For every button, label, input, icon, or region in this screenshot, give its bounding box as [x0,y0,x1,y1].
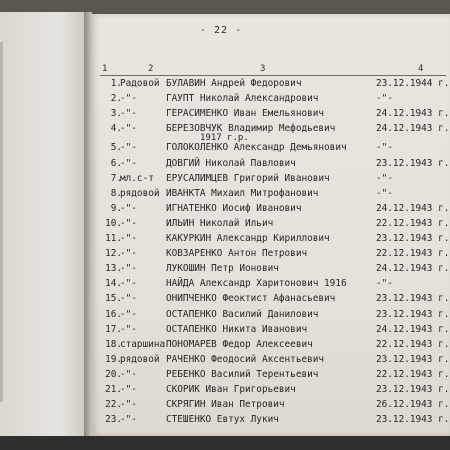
row-name: ЕРУСАЛИМЦЕВ Григорий Иванович [166,172,330,184]
row-rank: -"- [120,384,137,395]
row-rank: -"- [120,248,137,260]
table-row [100,218,448,233]
row-rank: -"- [120,157,137,169]
header-divider [100,75,446,76]
row-date: 24.12.1943 г. [376,323,450,335]
row-rank: -"- [120,323,137,335]
row-date: 23.12.1943 г. [376,353,450,365]
row-rank: -"- [120,217,137,229]
row-number: 20. [105,368,122,380]
row-rank: -"- [120,308,137,320]
row-number: 1. [110,78,122,89]
row-date: -"- [376,93,393,105]
row-number: 15. [105,293,122,305]
table-row [100,142,448,157]
row-number: 10. [105,217,122,229]
row-rank: -"- [120,93,137,105]
row-name: ИГНАТЕНКО Иосиф Иванович [166,202,302,214]
row-number: 16. [105,308,122,320]
table-row [100,123,450,144]
row-rank: -"- [120,278,137,290]
row-rank: -"- [120,202,137,214]
row-date: -"- [376,278,393,290]
table-row [100,384,448,399]
table-row [100,233,448,248]
row-name: РАЧЕНКО Феодосий Аксентьевич [166,353,325,365]
row-date: 23.12.1943 г. [376,308,450,320]
row-rank: рядовой [120,353,160,365]
row-date: 22.12.1943 г. [376,338,450,350]
row-name: РЕБЕНКО Василий Терентьевич [166,368,319,380]
row-name: СКОРИК Иван Григорьевич [166,384,296,395]
row-number: 3. [110,108,122,120]
table-row [100,339,448,354]
page-number: - 22 - [200,25,243,36]
row-rank: -"- [120,399,137,411]
row-rank: рядовой [120,187,160,199]
row-name: ГАУПТ Николай Александрович [166,93,319,105]
row-number: 21. [105,384,122,395]
row-rank: -"- [120,233,137,244]
table-row [100,203,448,218]
row-rank: -"- [120,414,137,426]
row-name: ОНИПЧЕНКО Феоктист Афанасьевич [166,293,336,305]
row-name: ГЕРАСИМЕНКО Иван Емельянович [166,108,325,120]
table-row [100,278,448,293]
row-date: 26.12.1943 г. [376,399,450,411]
row-name: ЛУКОШИН Петр Ионович [166,263,279,275]
row-date: -"- [376,187,393,199]
table-row [100,248,448,263]
row-date: 24.12.1943 г. [376,108,450,120]
row-date: 24.12.1943 г. [376,123,450,135]
row-name: ИВАНКТА Михаил Митрофанович [166,187,319,199]
row-rank: -"- [120,368,137,380]
row-number: 23. [105,414,122,426]
row-number: 18. [105,338,122,350]
row-number: 7. [110,172,122,184]
row-date: 23.12.1943 г. [376,414,450,426]
table-row [100,293,448,308]
left-page-edge [0,42,3,402]
row-rank: -"- [120,293,137,305]
header-col-4: 4 [418,64,424,74]
row-name: ДОВГИЙ Николай Павлович [166,157,296,169]
row-number: 2. [110,93,122,105]
table-row [100,173,448,188]
row-number: 8. [110,187,122,199]
table-row [100,78,448,93]
row-rank: -"- [120,108,137,120]
row-number: 19. [105,353,122,365]
row-date: 22.12.1943 г. [376,248,450,260]
row-number: 4. [110,123,122,135]
row-name: КОВЗАРЕНКО Антон Петрович [166,248,308,260]
row-date: 23.12.1943 г. [376,384,450,395]
row-name: БЕРЕЗОВЧУК Владимир Мефодьевич [166,123,336,135]
row-name: КАКУРКИН Александр Кириллович [166,233,330,244]
row-date: 24.12.1943 г. [376,263,450,275]
row-date: 23.12.1943 г. [376,233,450,244]
table-row [100,309,448,324]
row-birth-year: 1917 г.р. [200,133,249,144]
row-name: ИЛЬИН Николай Ильич [166,217,274,229]
row-date: 22.12.1943 г. [376,217,450,229]
table-row [100,93,448,108]
row-name: ОСТАПЕНКО Василий Данилович [166,308,319,320]
row-name: НАЙДА Александр Харитонович 1916 [166,278,347,290]
row-rank: Радовой [120,78,160,89]
row-number: 11. [105,233,122,244]
table-row [100,399,448,414]
row-date: -"- [376,172,393,184]
header-col-2: 2 [148,64,154,74]
header-col-3: 3 [260,64,266,74]
table-row [100,354,448,369]
row-number: 17. [105,323,122,335]
row-date: -"- [376,142,393,154]
row-number: 14. [105,278,122,290]
row-number: 13. [105,263,122,275]
row-name: ПОНОМАРЕВ Федор Алексеевич [166,338,313,350]
row-rank: старшина [120,338,166,350]
left-page [0,12,85,436]
table-row [100,108,448,123]
row-name: ГОЛОКОЛЕНКО Александр Демьянович [166,142,347,154]
book-gutter [84,12,92,436]
row-date: 23.12.1943 г. [376,293,450,305]
row-number: 6. [110,157,122,169]
row-date: 22.12.1943 г. [376,368,450,380]
row-name: ОСТАПЕНКО Никита Иванович [166,323,308,335]
table-row [100,263,448,278]
header-col-1: 1 [102,64,108,74]
row-number: 12. [105,248,122,260]
table-row [100,158,448,173]
row-number: 22. [105,399,122,411]
row-name: СКРЯГИН Иван Петрович [166,399,285,411]
row-rank: -"- [120,263,137,275]
row-rank: -"- [120,123,137,135]
row-name: СТЕШЕНКО Евтух Лукич [166,414,279,426]
row-rank: -"- [120,142,137,154]
row-date: 23.12.1943 г. [376,157,450,169]
row-rank: мл.с-т [120,172,154,184]
row-date: 24.12.1943 г. [376,202,450,214]
table-row [100,324,448,339]
table-row [100,188,448,203]
background-bottom [0,436,450,450]
table-row [100,414,448,429]
row-date: 23.12.1944 г. [376,78,450,89]
row-number: 9. [110,202,122,214]
row-name: БУЛАВИН Андрей Федорович [166,78,302,89]
row-number: 5. [110,142,122,154]
table-row [100,369,448,384]
